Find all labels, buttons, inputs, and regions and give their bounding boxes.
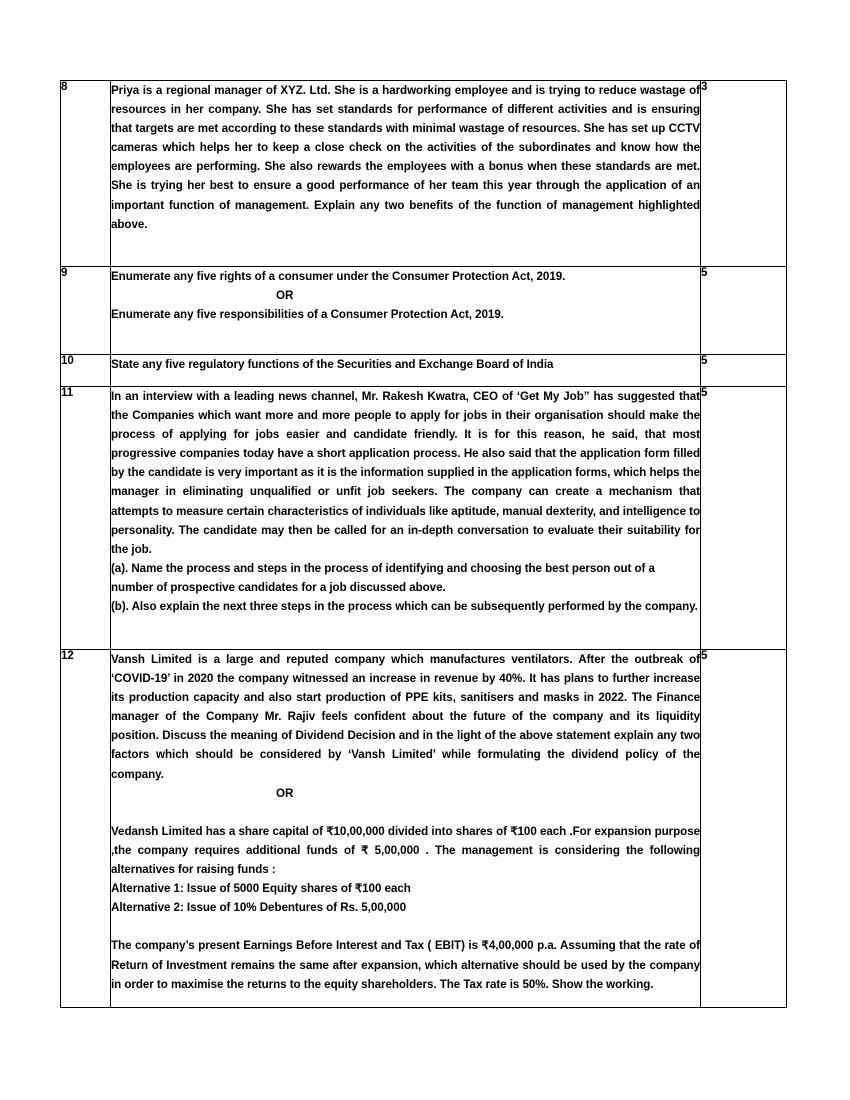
table-row [61,267,787,355]
question-text-cell [111,387,701,650]
marks-cell: 5 [701,650,787,1008]
question-paragraph: Enumerate any five rights of a consumer under the Consumer Protection Act, 2019. [111,270,566,283]
question-paragraph-alt: Enumerate any five responsibilities of a Consumer Protection Act, 2019. [111,308,504,322]
question-paragraph-alt: Vedansh Limited has a share capital of ₹10,00,000 divided into shares of ₹100 each .For expansion purpose ,the company requires additional funds of ₹ 5,00,000 . The management is considering the following alternatives for raising funds : [111,824,700,877]
table-row [61,650,787,1008]
question-number-cell: 9 [61,267,111,355]
question-part-a: (a). Name the process and steps in the process of identifying and choosing the best person out of a number of prospective candidates for a job discussed above. [111,561,655,594]
table-row [61,81,787,267]
blank-line [111,803,700,822]
table-row [61,387,787,650]
or-separator: OR [276,289,294,303]
marks-cell: 5 [701,387,787,650]
table-row [61,355,787,387]
alternative-1-line: Alternative 1: Issue of 5000 Equity shares of ₹100 each [111,882,411,896]
question-text-cell [111,267,701,355]
blank-line [111,917,700,936]
questions-table [60,80,787,1008]
question-number-cell: 11 [61,387,111,650]
alternative-2-line: Alternative 2: Issue of 10% Debentures of Rs. 5,00,000 [111,901,406,915]
marks-cell: 5 [701,267,787,355]
question-closing-paragraph: The company’s present Earnings Before Interest and Tax ( EBIT) is ₹4,00,000 p.a. Assuming that the rate of Return of Investment remains the same after expansion, which alternative should be used by the company in order to maximise the returns to the equity shareholders. The Tax rate is 50%. Show the working. [111,939,700,991]
question-paragraph: State any five regulatory functions of the Securities and Exchange Board of India [111,358,554,371]
marks-cell: 5 [701,355,787,387]
marks-cell: 3 [701,81,787,267]
question-text-cell [111,81,701,267]
question-number-cell: 8 [61,81,111,267]
question-paragraph: In an interview with a leading news channel, Mr. Rakesh Kwatra, CEO of ‘Get My Job” has suggested that the Companies which want more and more people to apply for jobs in their organisation should make the process of applying for jobs easier and candidate friendly. It is for this reason, he said, that most progressive companies today have a short application process. He also said that the application form filled by the candidate is very important as it is the information supplied in the application forms, which helps the manager in eliminating unqualified or unfit job seekers. The company can create a mechanism that attempts to measure certain characteristics of individuals like aptitude, manual dexterity, and intelligence to personality. The candidate may then be called for an in-depth conversation to evaluate their suitability for the job. [111,390,700,556]
question-number-cell: 12 [61,650,111,1008]
question-paragraph: Vansh Limited is a large and reputed company which manufactures ventilators. After the outbreak of ‘COVID-19’ in 2020 the company witnessed an increase in revenue by 40%. It has plans to further increase its production capacity and also start production of PPE kits, sanitisers and masks in 2022. The Finance manager of the Company Mr. Rajiv feels confident about the future of the company and its liquidity position. Discuss the meaning of Dividend Decision and in the light of the above statement explain any two factors which should be considered by ‘Vansh Limited’ while formulating the dividend policy of the company. [111,653,700,781]
question-text-cell [111,355,701,387]
or-separator: OR [276,786,294,800]
question-part-b: (b). Also explain the next three steps in the process which can be subsequently performed by the company. [111,600,698,614]
question-number-cell: 10 [61,355,111,387]
question-paragraph: Priya is a regional manager of XYZ. Ltd. She is a hardworking employee and is trying to reduce wastage of resources in her company. She has set standards for performance of different activities and is ensuring that targets are met according to these standards with minimal wastage of resources. She has set up CCTV cameras which helps her to keep a close check on the activities of the subordinates and know how the employees are performing. She also rewards the employees with a bonus when these standards are met. She is trying her best to ensure a good performance of her team this year through the application of an important function of management. Explain any two benefits of the function of management highlighted above. [111,84,700,231]
question-text-cell [111,650,701,1008]
